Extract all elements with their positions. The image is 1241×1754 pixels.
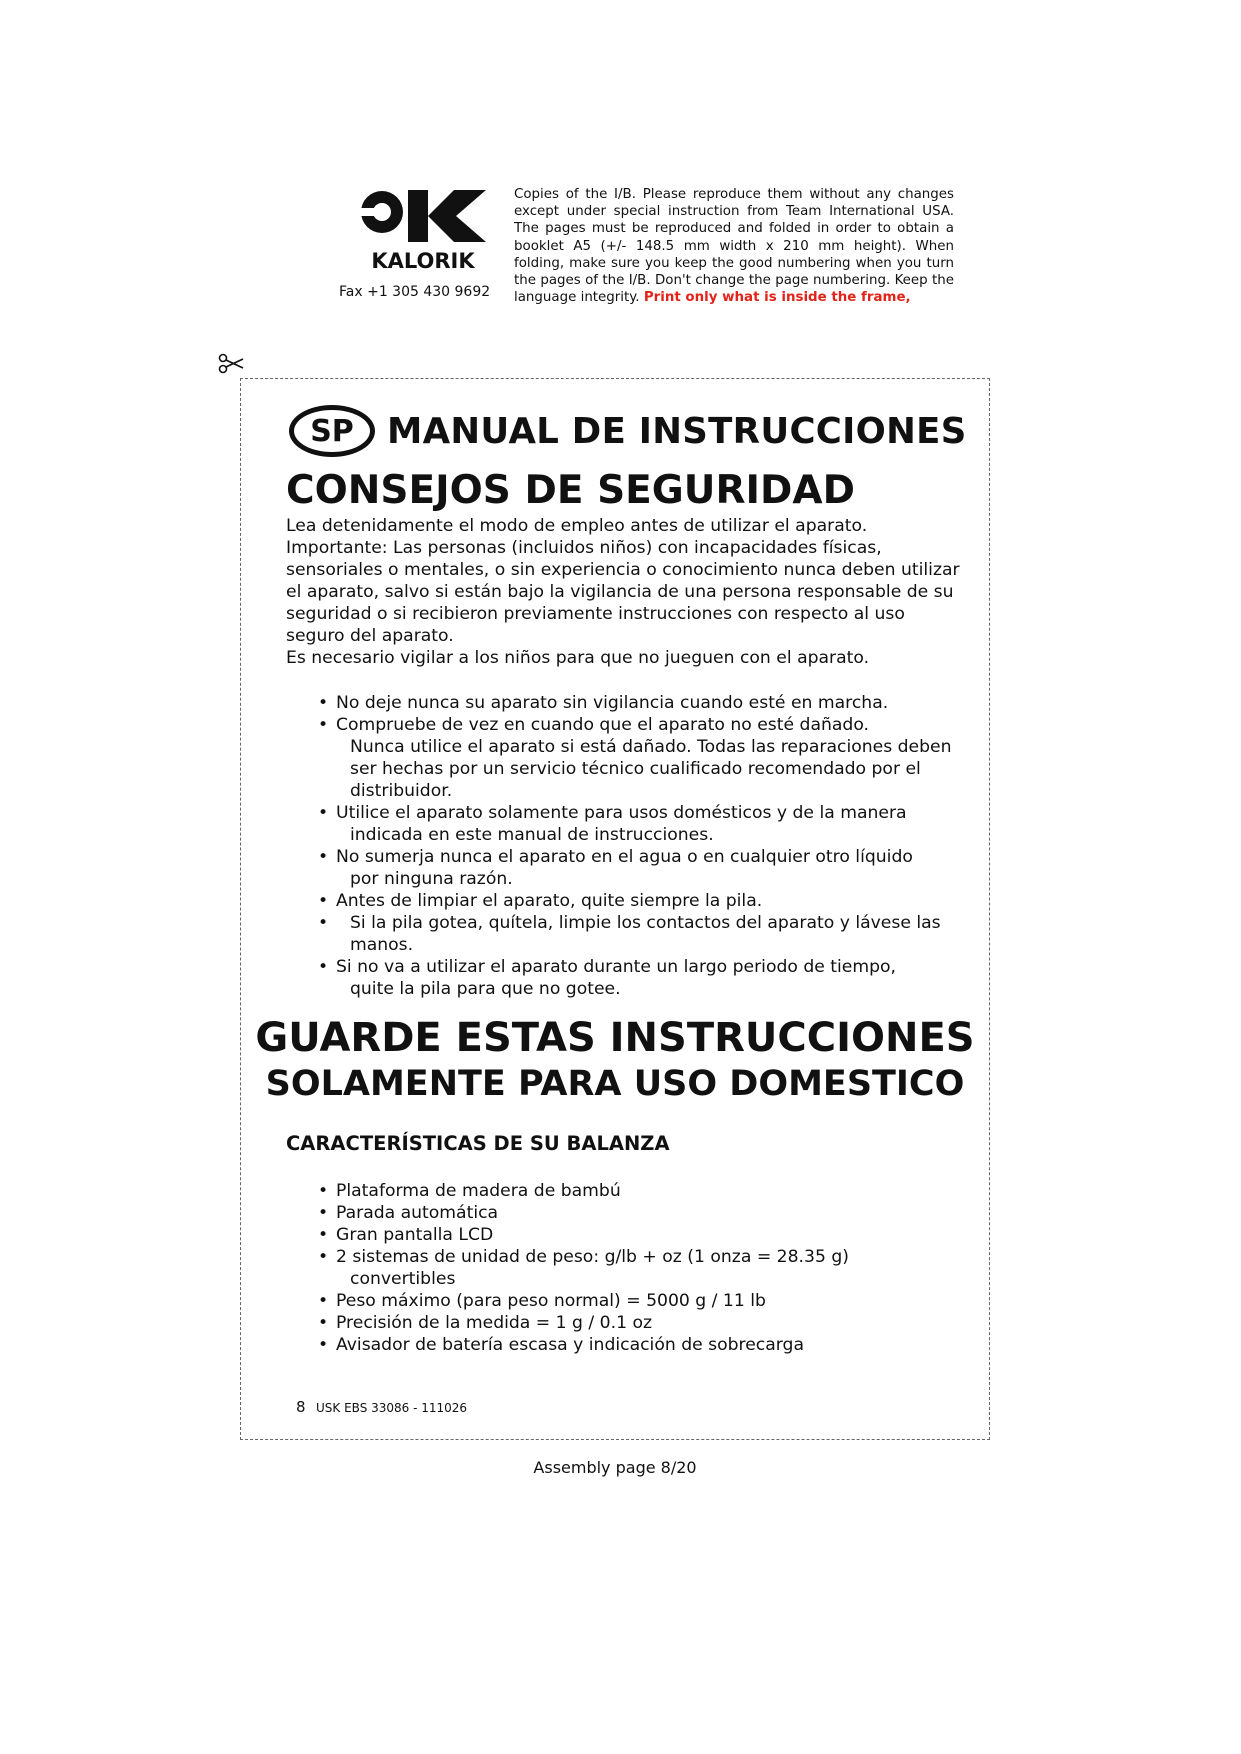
- list-item: [286, 956, 966, 1000]
- kalorik-logo: [358, 188, 488, 272]
- manual-title: MANUAL DE INSTRUCCIONES: [387, 410, 967, 452]
- document-code: USK EBS 33086 - 111026: [316, 1401, 468, 1415]
- print-notice: Print only what is inside the frame,: [643, 290, 911, 306]
- list-item-text: Precisión de la medida = 1 g / 0.1 oz: [336, 1313, 653, 1333]
- bullet-icon: •: [318, 1291, 329, 1311]
- bullet-icon: •: [318, 957, 329, 977]
- bullet-icon: •: [318, 1247, 329, 1267]
- list-item-continuation: convertibles: [350, 1269, 456, 1289]
- list-item: [286, 802, 966, 846]
- domestic-use-heading: SOLAMENTE PARA USO DOMESTICO: [265, 1064, 965, 1104]
- language-badge: SP: [289, 405, 375, 457]
- assembly-page-label: Assembly page 8/20: [533, 1458, 697, 1477]
- list-item-continuation: indicada en este manual de instrucciones.: [350, 825, 714, 845]
- list-item-continuation: quite la pila para que no gotee.: [350, 979, 621, 999]
- print-instructions: [514, 186, 954, 306]
- list-item: [286, 1290, 966, 1312]
- list-item-text: No deje nunca su aparato sin vigilancia cuando esté en marcha.: [336, 693, 889, 713]
- intro-paragraph: Lea detenidamente el modo de empleo antes de utilizar el aparato.: [286, 516, 868, 536]
- bullet-icon: •: [318, 913, 329, 933]
- list-item: [286, 714, 966, 802]
- list-item-text: Antes de limpiar el aparato, quite siempre la pila.: [336, 891, 763, 911]
- safety-intro: [286, 515, 966, 669]
- features-list: [286, 1180, 966, 1356]
- logo-text: KALORIK: [371, 249, 475, 272]
- bullet-icon: •: [318, 693, 329, 713]
- list-item-text: Si la pila gotea, quítela, limpie los contactos del aparato y lávese las: [350, 913, 941, 933]
- list-item: [286, 1202, 966, 1224]
- list-item-continuation: por ninguna razón.: [350, 869, 513, 889]
- list-item-text: Plataforma de madera de bambú: [336, 1181, 621, 1201]
- list-item-text: Avisador de batería escasa y indicación de sobrecarga: [336, 1335, 804, 1355]
- list-item-text: No sumerja nunca el aparato en el agua o en cualquier otro líquido: [336, 847, 913, 867]
- instructions-text: Copies of the I/B. Please reproduce them without any changes except under special instruction from Team International USA. The pages must be reproduced and folded in order to obtain a booklet A5 (+/- 148.5 mm width x 210 mm height). When folding, make sure you keep the good numbering when you turn the pages of the I/B. Don't change the page numbering. Keep the language integrity.: [514, 187, 954, 306]
- save-instructions-heading: GUARDE ESTAS INSTRUCCIONES: [255, 1015, 975, 1061]
- intro-paragraph: Es necesario vigilar a los niños para que no jueguen con el aparato.: [286, 648, 870, 668]
- list-item-text: 2 sistemas de unidad de peso: g/lb + oz (1 onza = 28.35 g): [336, 1247, 849, 1267]
- list-item-text: Si no va a utilizar el aparato durante un largo periodo de tiempo,: [336, 957, 897, 977]
- bullet-icon: •: [318, 1335, 329, 1355]
- list-item: [286, 1224, 966, 1246]
- list-item: [286, 1180, 966, 1202]
- fax-number: Fax +1 305 430 9692: [339, 284, 491, 300]
- list-item: [286, 1246, 966, 1290]
- list-item: [286, 912, 966, 956]
- list-item: [286, 692, 966, 714]
- bullet-icon: •: [318, 1313, 329, 1333]
- bullet-icon: •: [318, 1203, 329, 1223]
- bullet-icon: •: [318, 847, 329, 867]
- list-item-text: Utilice el aparato solamente para usos domésticos y de la manera: [336, 803, 907, 823]
- list-item: [286, 1312, 966, 1334]
- safety-list: [286, 692, 966, 1000]
- list-item-text: Parada automática: [336, 1203, 499, 1223]
- intro-paragraph: Importante: Las personas (incluidos niños) con incapacidades físicas, sensoriales o mentales, o sin experiencia o conocimiento nunca deben utilizar el aparato, salvo si están bajo la vigilancia de una persona responsable de su seguridad o si recibieron previamente instrucciones con respecto al uso seguro del aparato.: [286, 538, 960, 646]
- list-item-continuation: Nunca utilice el aparato si está dañado. Todas las reparaciones deben ser hechas por un servicio técnico cualificado recomendado por el distribuidor.: [350, 737, 952, 801]
- list-item-text: Peso máximo (para peso normal) = 5000 g / 11 lb: [336, 1291, 766, 1311]
- manual-header: [289, 401, 967, 461]
- bullet-icon: •: [318, 715, 329, 735]
- page-number: 8: [296, 1398, 306, 1416]
- bullet-icon: •: [318, 891, 329, 911]
- list-item: [286, 846, 966, 890]
- scissors-icon: [218, 353, 244, 375]
- list-item-continuation: manos.: [350, 935, 414, 955]
- bullet-icon: •: [318, 803, 329, 823]
- list-item: [286, 1334, 966, 1356]
- bullet-icon: •: [318, 1225, 329, 1245]
- features-heading: CARACTERÍSTICAS DE SU BALANZA: [286, 1132, 670, 1155]
- safety-heading: CONSEJOS DE SEGURIDAD: [286, 468, 855, 513]
- bullet-icon: •: [318, 1181, 329, 1201]
- list-item-text: Compruebe de vez en cuando que el aparato no esté dañado.: [336, 715, 869, 735]
- list-item-text: Gran pantalla LCD: [336, 1225, 494, 1245]
- list-item: [286, 890, 966, 912]
